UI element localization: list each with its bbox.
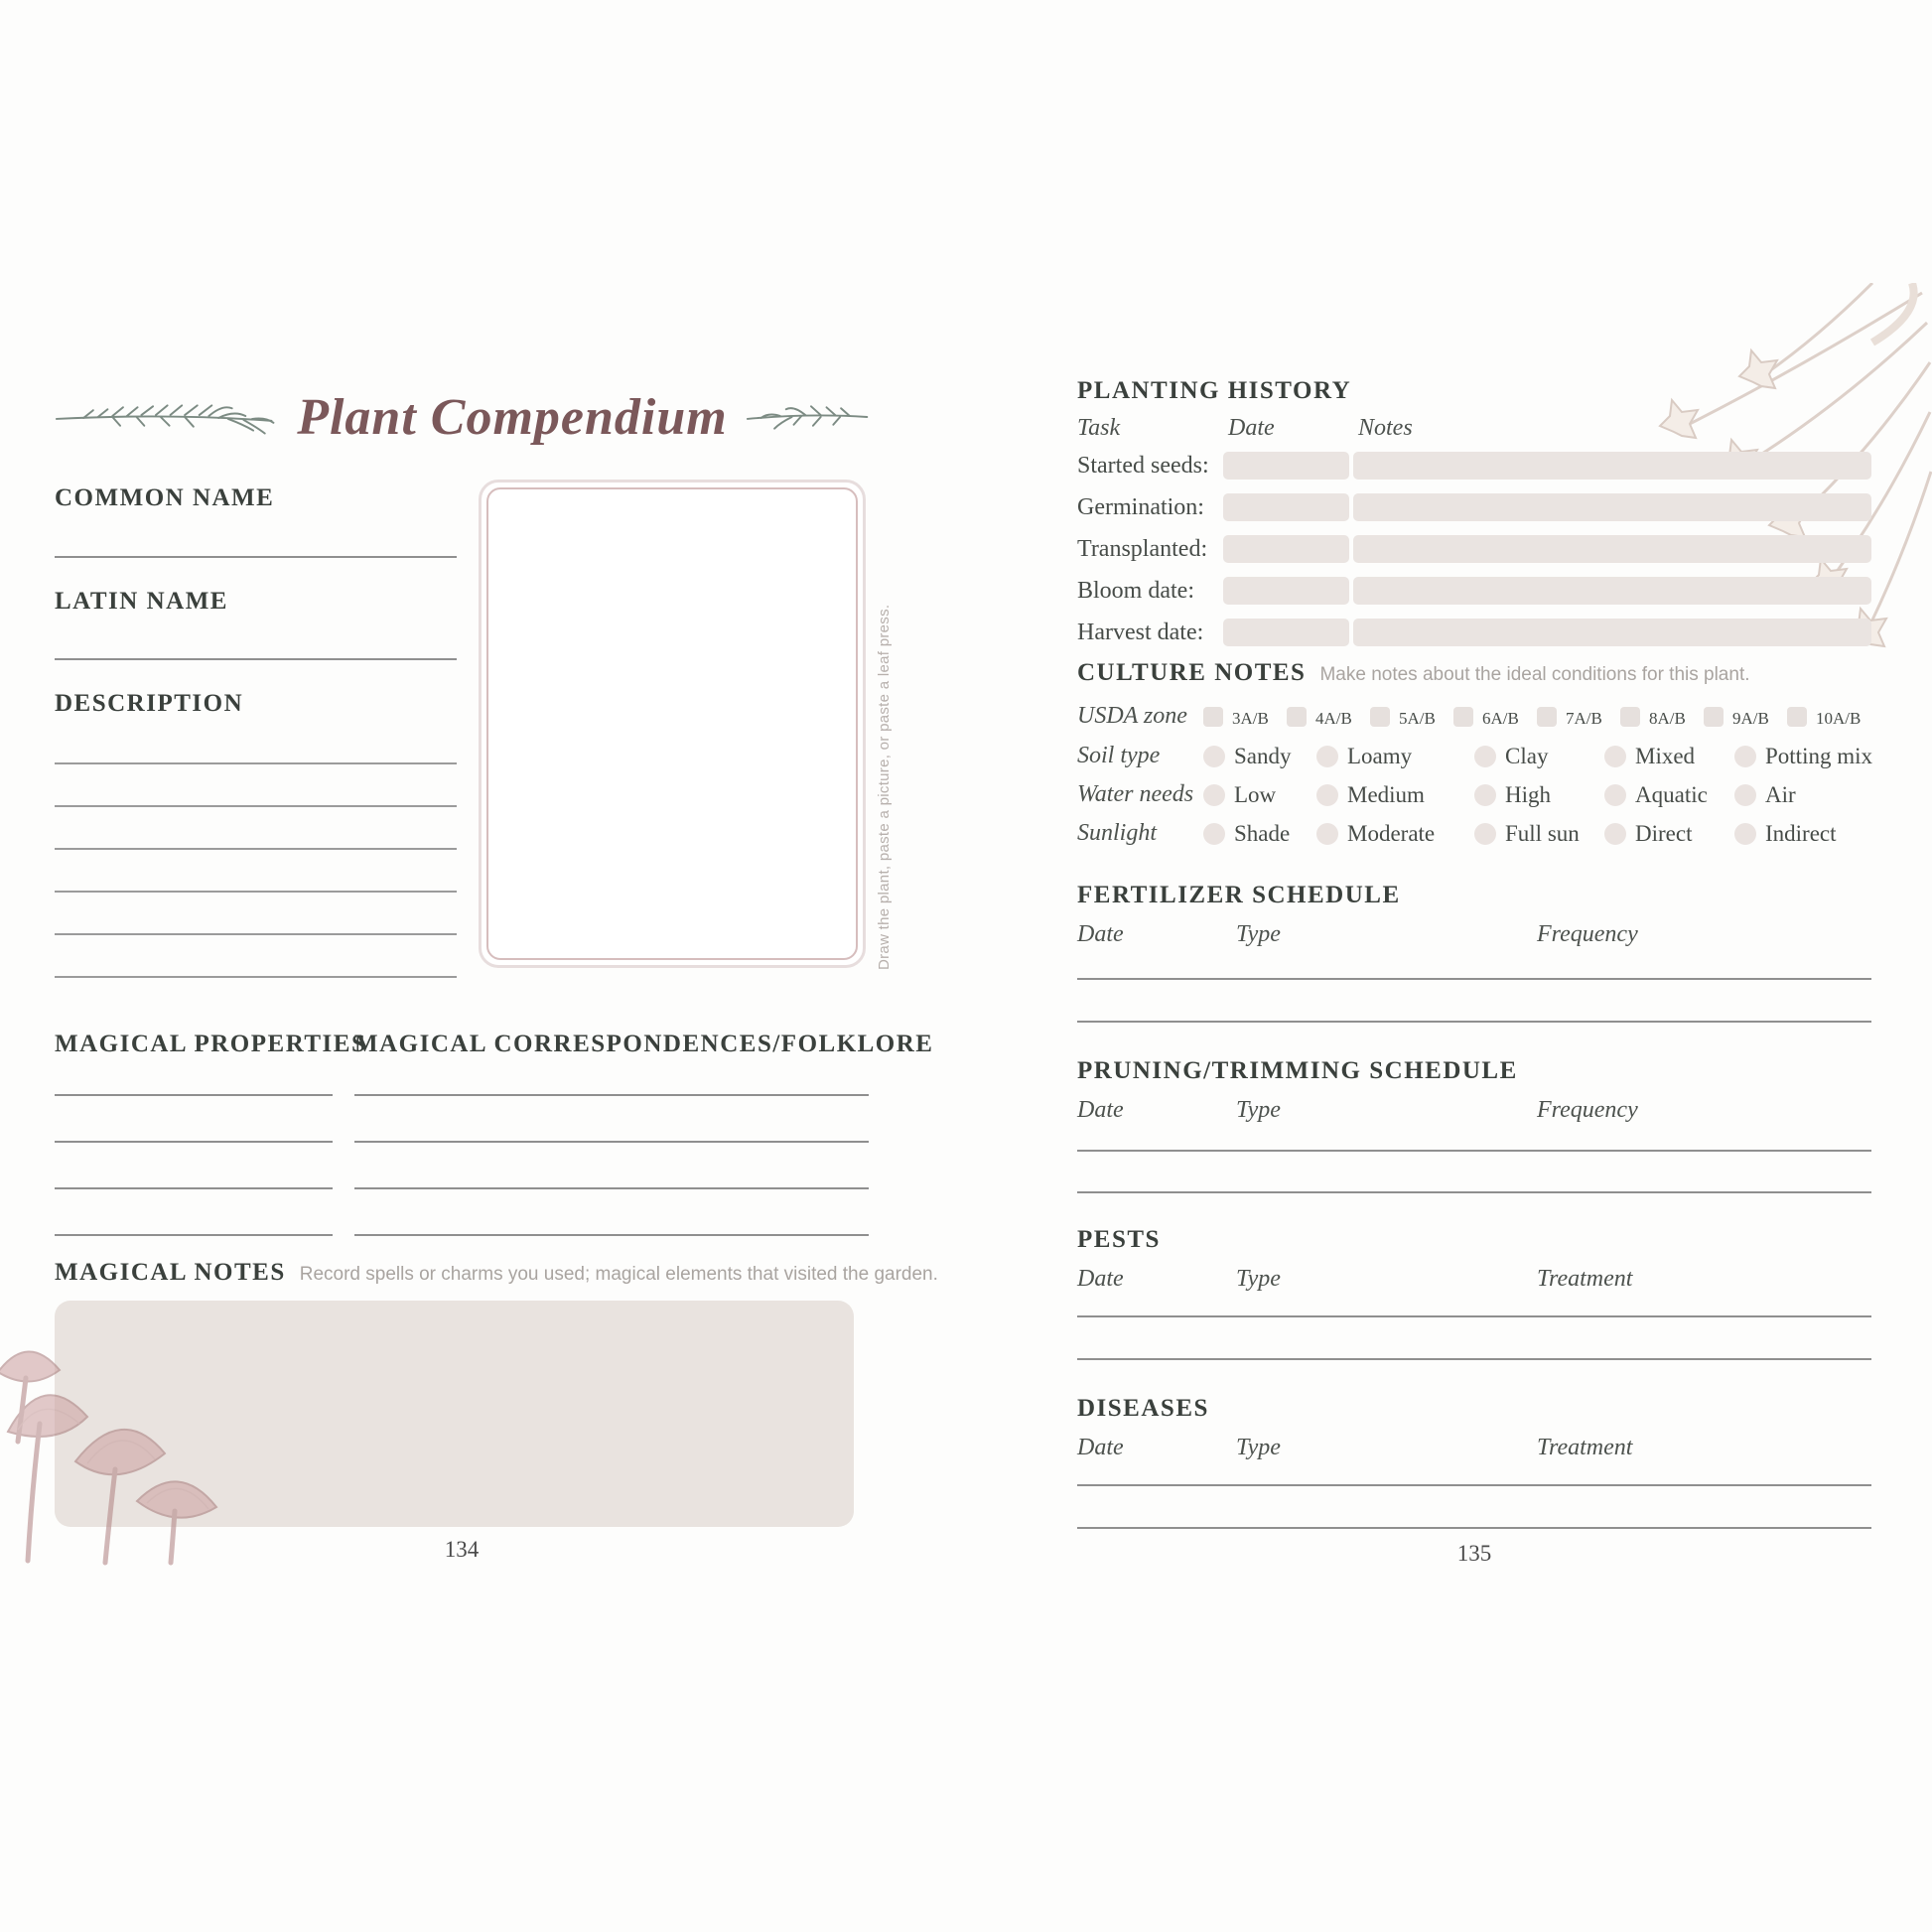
diseases-write-line[interactable]: [1077, 1484, 1871, 1486]
date-field[interactable]: [1223, 619, 1349, 646]
soil-type-label: Soil type: [1077, 743, 1161, 768]
properties-write-line[interactable]: [55, 1141, 333, 1143]
pests-write-line[interactable]: [1077, 1358, 1871, 1360]
magical-notes-field[interactable]: [55, 1301, 854, 1527]
description-write-line[interactable]: [55, 891, 457, 893]
diseases-title: DISEASES: [1077, 1395, 1209, 1422]
pests-col-type: Type: [1236, 1266, 1281, 1292]
correspondences-write-line[interactable]: [354, 1234, 869, 1236]
usda-option[interactable]: 7A/B: [1537, 703, 1602, 731]
sunlight-label: Sunlight: [1077, 820, 1158, 846]
checkbox-icon[interactable]: [1370, 707, 1390, 727]
common-name-label: COMMON NAME: [55, 484, 275, 511]
water-option[interactable]: Low: [1203, 781, 1276, 809]
planting-col-date: Date: [1228, 415, 1275, 441]
radio-icon[interactable]: [1316, 784, 1338, 806]
sunlight-option[interactable]: Full sun: [1474, 820, 1580, 848]
notes-field[interactable]: [1353, 452, 1871, 480]
left-page-number: 134: [444, 1537, 480, 1562]
planting-row-label: Bloom date:: [1077, 578, 1194, 604]
common-name-write-line[interactable]: [55, 556, 457, 558]
usda-option[interactable]: 8A/B: [1620, 703, 1686, 731]
water-option[interactable]: Aquatic: [1604, 781, 1708, 809]
planting-history-title: PLANTING HISTORY: [1077, 377, 1352, 404]
description-write-line[interactable]: [55, 848, 457, 850]
description-write-line[interactable]: [55, 933, 457, 935]
usda-option[interactable]: 9A/B: [1704, 703, 1769, 731]
fertilizer-write-line[interactable]: [1077, 1021, 1871, 1023]
checkbox-icon[interactable]: [1787, 707, 1807, 727]
latin-name-write-line[interactable]: [55, 658, 457, 660]
usda-option[interactable]: 3A/B: [1203, 703, 1269, 731]
left-sprig-icon: [55, 395, 281, 439]
sunlight-option[interactable]: Indirect: [1734, 820, 1837, 848]
soil-option[interactable]: Potting mix: [1734, 743, 1872, 770]
fertilizer-col-date: Date: [1077, 921, 1124, 947]
soil-option[interactable]: Clay: [1474, 743, 1548, 770]
properties-write-line[interactable]: [55, 1094, 333, 1096]
diseases-col-date: Date: [1077, 1435, 1124, 1460]
radio-icon[interactable]: [1734, 784, 1756, 806]
pruning-col-type: Type: [1236, 1097, 1281, 1123]
radio-icon[interactable]: [1734, 823, 1756, 845]
right-page-number: 135: [1456, 1541, 1492, 1566]
magical-properties-label: MAGICAL PROPERTIES: [55, 1031, 367, 1057]
right-sprig-icon: [744, 397, 869, 437]
checkbox-icon[interactable]: [1287, 707, 1307, 727]
pests-title: PESTS: [1077, 1226, 1161, 1253]
notes-field[interactable]: [1353, 577, 1871, 605]
magical-correspondences-label: MAGICAL CORRESPONDENCES/FOLKLORE: [354, 1031, 934, 1057]
usda-option[interactable]: 10A/B: [1787, 703, 1861, 731]
planting-row-label: Started seeds:: [1077, 453, 1209, 479]
diseases-col-type: Type: [1236, 1435, 1281, 1460]
water-option[interactable]: Air: [1734, 781, 1796, 809]
description-write-line[interactable]: [55, 976, 457, 978]
culture-notes-header: [1077, 659, 1750, 687]
radio-icon[interactable]: [1604, 823, 1626, 845]
soil-option[interactable]: Loamy: [1316, 743, 1412, 770]
notes-field[interactable]: [1353, 535, 1871, 563]
date-field[interactable]: [1223, 577, 1349, 605]
description-write-line[interactable]: [55, 805, 457, 807]
checkbox-icon[interactable]: [1453, 707, 1473, 727]
page-title: Plant Compendium: [297, 388, 728, 446]
fertilizer-title: FERTILIZER SCHEDULE: [1077, 882, 1401, 908]
radio-icon[interactable]: [1474, 784, 1496, 806]
latin-name-label: LATIN NAME: [55, 588, 228, 615]
date-field[interactable]: [1223, 535, 1349, 563]
pruning-write-line[interactable]: [1077, 1150, 1871, 1152]
radio-icon[interactable]: [1474, 823, 1496, 845]
magical-notes-label: MAGICAL NOTES: [55, 1259, 286, 1286]
radio-icon[interactable]: [1203, 746, 1225, 767]
fertilizer-col-frequency: Frequency: [1537, 921, 1638, 947]
water-needs-label: Water needs: [1077, 781, 1194, 807]
page-title-block: [55, 377, 869, 457]
fertilizer-write-line[interactable]: [1077, 978, 1871, 980]
date-field[interactable]: [1223, 452, 1349, 480]
usda-option[interactable]: 5A/B: [1370, 703, 1436, 731]
sunlight-option[interactable]: Direct: [1604, 820, 1692, 848]
planting-col-task: Task: [1077, 415, 1121, 441]
pests-col-date: Date: [1077, 1266, 1124, 1292]
water-option[interactable]: High: [1474, 781, 1551, 809]
fertilizer-col-type: Type: [1236, 921, 1281, 947]
pests-col-treatment: Treatment: [1537, 1266, 1633, 1292]
date-field[interactable]: [1223, 493, 1349, 521]
correspondences-write-line[interactable]: [354, 1094, 869, 1096]
properties-write-line[interactable]: [55, 1187, 333, 1189]
radio-icon[interactable]: [1316, 823, 1338, 845]
planting-col-notes: Notes: [1358, 415, 1413, 441]
description-write-line[interactable]: [55, 762, 457, 764]
pruning-col-date: Date: [1077, 1097, 1124, 1123]
photo-frame-inner: [486, 487, 858, 960]
correspondences-write-line[interactable]: [354, 1187, 869, 1189]
planting-row-label: Transplanted:: [1077, 536, 1208, 562]
culture-notes-hint: Make notes about the ideal conditions for this plant.: [1319, 664, 1750, 685]
radio-icon[interactable]: [1734, 746, 1756, 767]
radio-icon[interactable]: [1604, 784, 1626, 806]
usda-option[interactable]: 6A/B: [1453, 703, 1519, 731]
diseases-col-treatment: Treatment: [1537, 1435, 1633, 1460]
properties-write-line[interactable]: [55, 1234, 333, 1236]
culture-notes-title: CULTURE NOTES: [1077, 659, 1307, 686]
radio-icon[interactable]: [1203, 784, 1225, 806]
sunlight-option[interactable]: Shade: [1203, 820, 1290, 848]
magical-notes-hint: Record spells or charms you used; magical elements that visited the garden.: [299, 1264, 938, 1285]
checkbox-icon[interactable]: [1537, 707, 1557, 727]
checkbox-icon[interactable]: [1704, 707, 1724, 727]
notes-field[interactable]: [1353, 619, 1871, 646]
water-option[interactable]: Medium: [1316, 781, 1425, 809]
right-page: [966, 0, 1932, 1932]
correspondences-write-line[interactable]: [354, 1141, 869, 1143]
photo-box[interactable]: [479, 480, 866, 968]
diseases-write-line[interactable]: [1077, 1527, 1871, 1529]
radio-icon[interactable]: [1604, 746, 1626, 767]
usda-zone-label: USDA zone: [1077, 703, 1187, 729]
description-label: DESCRIPTION: [55, 690, 244, 717]
magical-notes-header: [55, 1259, 938, 1287]
usda-option[interactable]: 4A/B: [1287, 703, 1352, 731]
photo-caption: Draw the plant, paste a picture, or paste a leaf press.: [876, 604, 893, 970]
planting-row-label: Germination:: [1077, 494, 1204, 520]
pruning-col-frequency: Frequency: [1537, 1097, 1638, 1123]
pruning-write-line[interactable]: [1077, 1191, 1871, 1193]
notes-field[interactable]: [1353, 493, 1871, 521]
sunlight-option[interactable]: Moderate: [1316, 820, 1435, 848]
radio-icon[interactable]: [1316, 746, 1338, 767]
planting-row-label: Harvest date:: [1077, 620, 1204, 645]
checkbox-icon[interactable]: [1620, 707, 1640, 727]
soil-option[interactable]: Mixed: [1604, 743, 1695, 770]
soil-option[interactable]: Sandy: [1203, 743, 1292, 770]
checkbox-icon[interactable]: [1203, 707, 1223, 727]
pests-write-line[interactable]: [1077, 1315, 1871, 1317]
pruning-title: PRUNING/TRIMMING SCHEDULE: [1077, 1057, 1518, 1084]
radio-icon[interactable]: [1474, 746, 1496, 767]
radio-icon[interactable]: [1203, 823, 1225, 845]
